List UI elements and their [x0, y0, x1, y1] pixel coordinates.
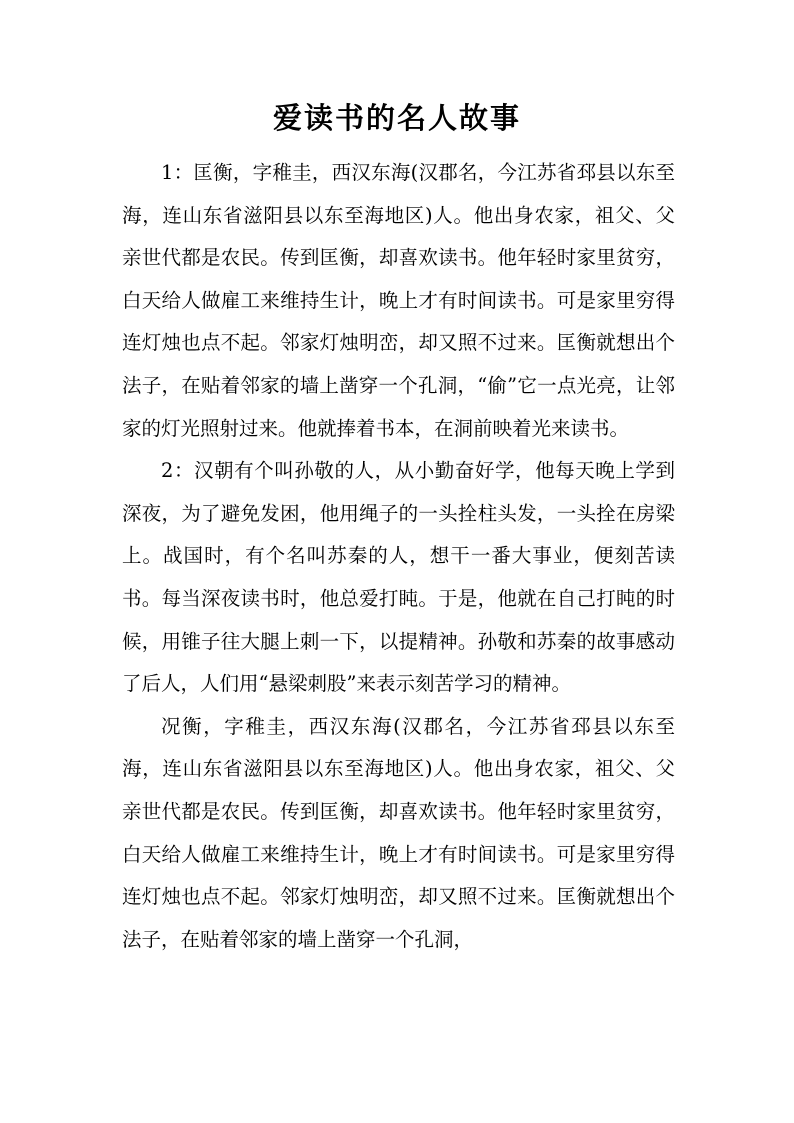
paragraph-3: 况衡，字稚圭，西汉东海(汉郡名，今江苏省邳县以东至海，连山东省滋阳县以东至海地区)人。他出身农家，祖父、父亲世代都是农民。传到匡衡，却喜欢读书。他年轻时家里贫穷，白天给人做雇工来维持生计，晚上才有时间读书。可是家里穷得连灯烛也点不起。邻家灯烛明峦，却又照不过来。匡衡就想出个法子，在贴着邻家的墙上凿穿一个孔洞，	[122, 714, 675, 951]
document-body	[122, 152, 675, 961]
paragraph-2: 2：汉朝有个叫孙敬的人，从小勤奋好学，他每天晚上学到深夜，为了避免发困，他用绳子的一头拴柱头发，一头拴在房梁上。战国时，有个名叫苏秦的人，想干一番大事业，便刻苦读书。每当深夜读书时，他总爱打盹。于是，他就在自己打盹的时候，用锥子往大腿上刺一下，以提精神。孙敬和苏秦的故事感动了后人，人们用“悬梁刺股”来表示刻苦学习的精神。	[122, 459, 675, 696]
document-title: 爱读书的名人故事	[272, 101, 521, 135]
paragraph-1: 1：匡衡，字稚圭，西汉东海(汉郡名，今江苏省邳县以东至海，连山东省滋阳县以东至海地区)人。他出身农家，祖父、父亲世代都是农民。传到匡衡，却喜欢读书。他年轻时家里贫穷，白天给人做雇工来维持生计，晚上才有时间读书。可是家里穷得连灯烛也点不起。邻家灯烛明峦，却又照不过来。匡衡就想出个法子，在贴着邻家的墙上凿穿一个孔洞，“偷”它一点光亮，让邻家的灯光照射过来。他就捧着书本，在洞前映着光来读书。	[122, 161, 675, 440]
